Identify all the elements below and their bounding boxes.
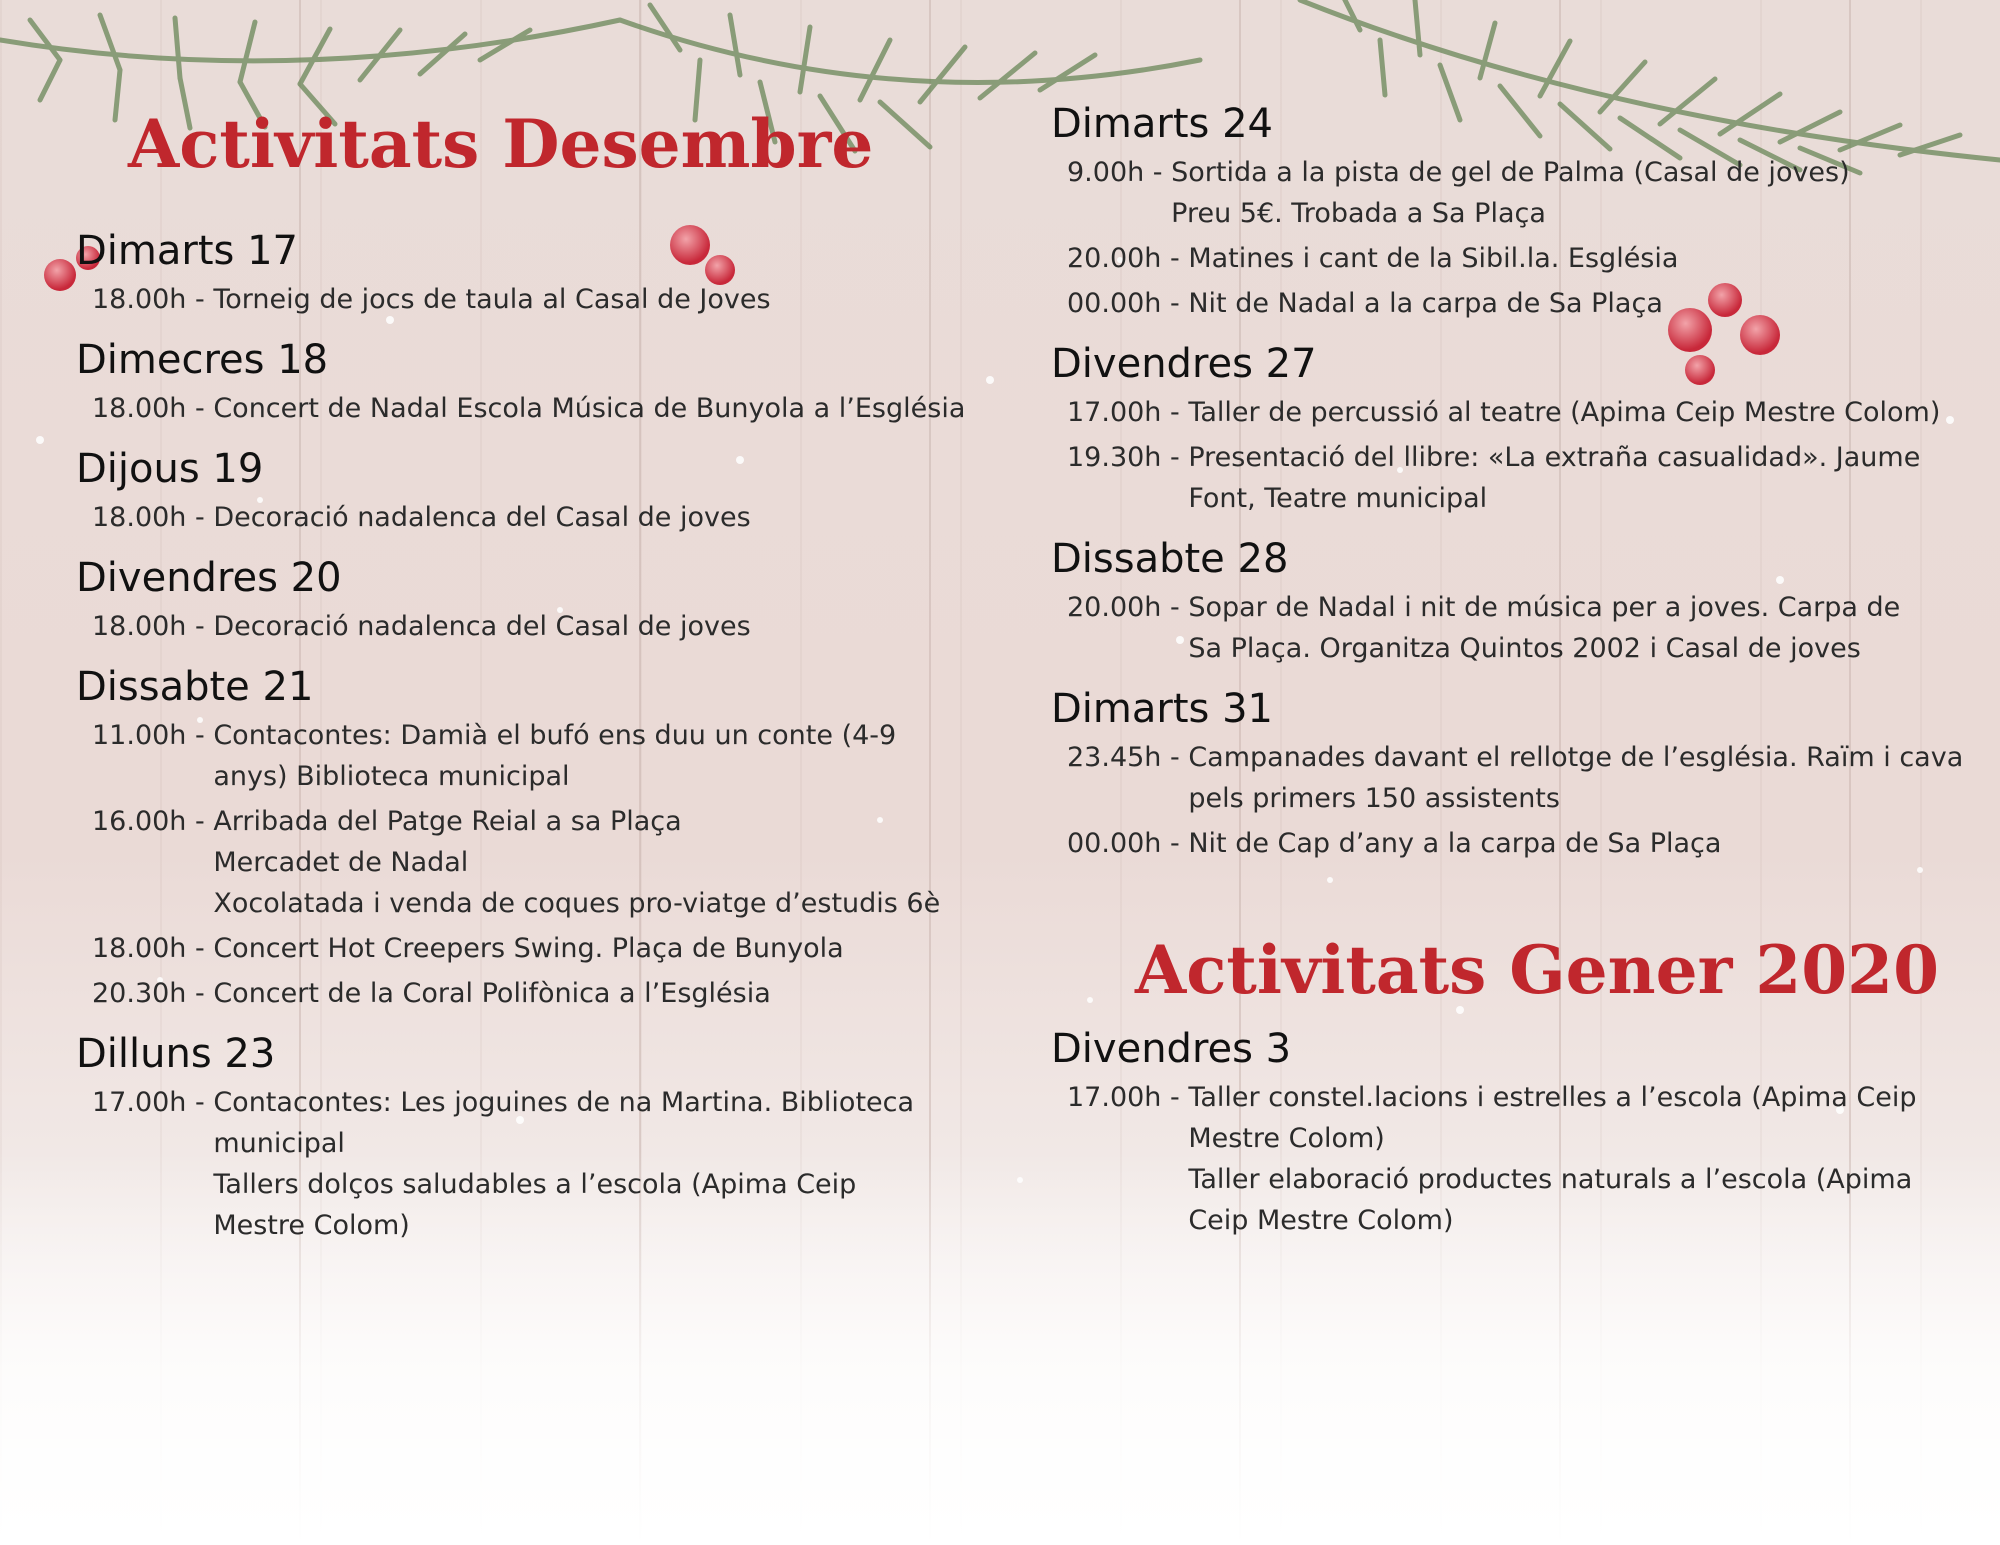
day-block — [76, 1030, 996, 1246]
event-line: Mestre Colom) — [1188, 1122, 1385, 1154]
event-line: Decoració nadalenca del Casal de joves — [213, 610, 751, 642]
event-time: 00.00h - — [1067, 828, 1189, 859]
event-description — [213, 715, 996, 797]
event-line: Matines i cant de la Sibil.la. Església — [1188, 243, 1679, 274]
event-line: Ceip Mestre Colom) — [1188, 1204, 1454, 1236]
event-time: 00.00h - — [1067, 288, 1189, 319]
right-column — [1051, 100, 1971, 1257]
event-line: Taller de percussió al teatre (Apima Ceip Mestre Colom) — [1188, 397, 1941, 428]
event-description — [213, 801, 996, 924]
event-time: 23.45h - — [1067, 742, 1189, 773]
event-description — [1188, 823, 1971, 864]
event-line: Decoració nadalenca del Casal de joves — [213, 501, 751, 533]
day-block — [1051, 1025, 1971, 1241]
event-line: Mestre Colom) — [213, 1209, 410, 1241]
event-line: Concert Hot Creepers Swing. Plaça de Bunyola — [213, 932, 844, 964]
event-line: Preu 5€. Trobada a Sa Plaça — [1171, 198, 1546, 229]
event-item — [1051, 587, 1971, 669]
event-item — [76, 928, 996, 969]
event-line: Arribada del Patge Reial a sa Plaça — [213, 805, 682, 837]
event-line: Font, Teatre municipal — [1188, 483, 1488, 514]
event-item — [1051, 392, 1971, 433]
event-time: 20.00h - — [1067, 592, 1189, 623]
january-title: Activitats Gener 2020 — [1135, 931, 1940, 1009]
day-title: Divendres 20 — [76, 554, 342, 601]
day-title: Dissabte 21 — [76, 663, 314, 710]
day-block — [1051, 685, 1971, 864]
event-time: 9.00h - — [1067, 157, 1172, 188]
event-description — [1188, 392, 1971, 433]
event-line: Mercadet de Nadal — [213, 846, 469, 878]
event-item — [76, 388, 996, 429]
event-line: Concert de la Coral Polifònica a l’Església — [213, 977, 771, 1009]
day-block — [76, 554, 996, 647]
left-column — [76, 100, 996, 1262]
event-line: Xocolatada i venda de coques pro-viatge d’estudis 6è — [213, 887, 941, 919]
event-line: Nit de Cap d’any a la carpa de Sa Plaça — [1188, 828, 1722, 859]
day-block — [76, 336, 996, 429]
event-line: Presentació del llibre: «La extraña casualidad». Jaume — [1188, 442, 1921, 473]
event-description — [213, 606, 996, 647]
december-days-left — [76, 227, 996, 1246]
day-title: Dimecres 18 — [76, 336, 329, 383]
event-item — [76, 497, 996, 538]
event-item — [1051, 737, 1971, 819]
day-block — [76, 663, 996, 1014]
event-description — [1188, 737, 1971, 819]
event-line: Torneig de jocs de taula al Casal de Joves — [213, 283, 771, 315]
event-item — [76, 801, 996, 924]
event-description — [213, 928, 996, 969]
event-description — [1171, 152, 1971, 234]
event-line: Taller constel.lacions i estrelles a l’escola (Apima Ceip — [1188, 1081, 1917, 1113]
event-line: municipal — [213, 1127, 345, 1159]
event-line: Nit de Nadal a la carpa de Sa Plaça — [1188, 288, 1663, 319]
event-line: pels primers 150 assistents — [1188, 783, 1560, 814]
day-title: Dissabte 28 — [1051, 536, 1289, 582]
event-item — [1051, 152, 1971, 234]
december-title: Activitats Desembre — [128, 105, 874, 183]
day-title: Divendres 3 — [1051, 1025, 1292, 1072]
day-title: Divendres 27 — [1051, 341, 1317, 387]
event-description — [1188, 587, 1971, 669]
event-item — [76, 606, 996, 647]
event-line: Tallers dolços saludables a l’escola (Apima Ceip — [213, 1168, 857, 1200]
event-time: 18.00h - — [92, 392, 214, 424]
event-description — [1188, 1077, 1971, 1241]
event-time: 17.00h - — [92, 1086, 214, 1118]
event-time: 17.00h - — [1067, 1081, 1189, 1113]
event-item — [76, 973, 996, 1014]
day-title: Dimarts 24 — [1051, 101, 1273, 147]
event-line: Concert de Nadal Escola Música de Bunyola a l’Església — [213, 392, 966, 424]
event-description — [1188, 283, 1971, 324]
event-item — [1051, 1077, 1971, 1241]
event-description — [213, 497, 996, 538]
event-description — [213, 279, 996, 320]
event-item — [1051, 283, 1971, 324]
event-time: 16.00h - — [92, 805, 214, 837]
day-block — [76, 227, 996, 320]
event-time: 20.30h - — [92, 977, 214, 1009]
event-description — [213, 973, 996, 1014]
event-line: Taller elaboració productes naturals a l’escola (Apima — [1188, 1163, 1913, 1195]
day-block — [76, 445, 996, 538]
event-time: 11.00h - — [92, 719, 214, 751]
event-time: 18.00h - — [92, 610, 214, 642]
event-line: Contacontes: Les joguines de na Martina. Biblioteca — [213, 1086, 915, 1118]
december-days-right — [1051, 100, 1971, 864]
event-item — [1051, 238, 1971, 279]
day-title: Dijous 19 — [76, 445, 264, 492]
event-item — [76, 1082, 996, 1246]
event-time: 17.00h - — [1067, 397, 1189, 428]
event-description — [213, 388, 996, 429]
event-description — [1188, 437, 1971, 519]
day-block — [1051, 100, 1971, 324]
event-line: Campanades davant el rellotge de l’església. Raïm i cava — [1188, 742, 1964, 773]
event-item — [76, 279, 996, 320]
event-description — [213, 1082, 996, 1246]
event-item — [1051, 437, 1971, 519]
day-title: Dimarts 31 — [1051, 686, 1273, 732]
day-title: Dimarts 17 — [76, 227, 298, 274]
event-line: Contacontes: Damià el bufó ens duu un conte (4-9 — [213, 719, 897, 751]
day-title: Dilluns 23 — [76, 1030, 276, 1077]
event-item — [76, 715, 996, 797]
event-time: 18.00h - — [92, 283, 214, 315]
event-line: Sopar de Nadal i nit de música per a joves. Carpa de — [1188, 592, 1901, 623]
day-block — [1051, 340, 1971, 519]
january-days — [1051, 1025, 1971, 1241]
event-line: Sa Plaça. Organitza Quintos 2002 i Casal de joves — [1188, 633, 1861, 664]
event-line: Sortida a la pista de gel de Palma (Casal de joves) — [1171, 157, 1850, 188]
day-block — [1051, 535, 1971, 669]
event-line: anys) Biblioteca municipal — [213, 760, 570, 792]
event-time: 18.00h - — [92, 932, 214, 964]
event-time: 20.00h - — [1067, 243, 1189, 274]
event-description — [1188, 238, 1971, 279]
event-time: 19.30h - — [1067, 442, 1189, 473]
event-time: 18.00h - — [92, 501, 214, 533]
event-item — [1051, 823, 1971, 864]
